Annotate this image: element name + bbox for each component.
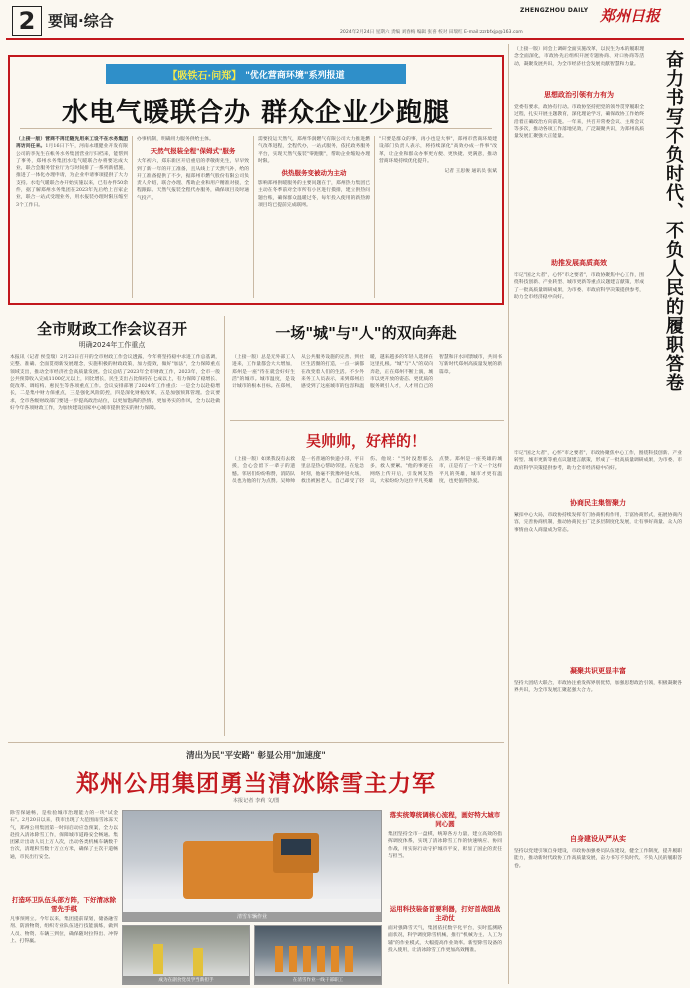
top-col4-text: "只要是群众的事，再小也是大事"，郑州市营商环境建设部门负责人表示，将持续深化"高效办成一件事"改革，让企业和群众办事更方便、更快捷、更满意，推动营商环境持续优化提升。 [379,137,497,164]
bottom-sub3: 落实统筹统调核心流程，画好特大城市同心圆 [389,811,501,828]
city-headline: 一场"城"与"人"的双向奔赴 [275,324,457,342]
right-text5: 坚持以党建引领自身建设，市政协加强委员队伍建设，健全工作制度，提升履职能力，推动新时代政协工作高质量发展，奋力书写不负时代、不负人民的履职答卷。 [514,849,682,869]
bottom-col2-text: 面对强降雪天气，集团依托数字化平台，实时监测路面状况，科学调度除雪机械，推行"机械为主、人工为辅"的作业模式，大幅提高作业效率。新型除雪设备的投入使用，让清冰除雪工作更加高效精准。 [388,926,502,953]
photo-workers [122,925,250,985]
top-col1-text: 1月16日下午，河南永瑾健业开发有限公司的李先生在帐务水务集团营业厅归档来，能帮到了事务，郑州水务集团水电气暖联合办将要达成大业，联合会服务营业厅为与时间排了一系列新措施，推进了一体化办理申请，为企业申请事项提供了大力支持。水电气暖联合办开始实施以来，已有办件50余件，据了解郑州水务集团在2023年先后给上百家企业，联合一站式受理业务，用水报装办理时限压缩至3个工作日。 [16,144,128,208]
bottom-col1-text: 除雪保通畅，是检验城市治理能力的一块"试金石"。2月20日以来，我市出现了大范围雨雪冰冻天气，郑州公用集团第一时间启动应急预案，全力以赴投入清冰除雪工作，保障城市道路安全畅通。集团累计出动人员上万人次，出动各类机械车辆数千台次，清理积雪数十万立方米，确保了主次干道畅通，市民出行安全。 [10,811,118,860]
top-col3-text: 需要投运天然气，郑州华润燃气有限公司大力推进燃气改革进程，全程代办，一站式服务，依托政务服务平台，实现天然气报装"零跑腿"，帮助企业缩短办理时限。 [258,137,370,164]
top-col2 [137,136,249,300]
top-col-rule-3 [374,136,375,298]
crew-figures [275,946,355,972]
right-vertical-title: 奋力书写不负时代、不负人民的履职答卷 [663,50,684,392]
bottom-col2 [388,810,502,986]
top-col4 [379,136,497,300]
right-text3: 紧扣中心大局，市政协持续发挥专门协商机构作用，丰富协商形式，拓展协商内容，完善协商机制，推动协商民主广泛多层制度化发展，让有事好商量、众人的事情由众人商量成为常态。 [514,513,682,533]
top-headline-rule [20,128,492,129]
city-text: （上接一版）总是无外部工人进来，工作量都会大大增加，郑州是一座"待在就会好好生活"的城市。城市温度，是设计城市的根本目标。在郑州，从公共服务设施的完善、到社区生活圈的打造，一点一滴都在改变着人们的生活。不少外来务工人员表示，来到郑州后感受到了这座城市的包容和温暖，越来越多的年轻人选择在这里扎根。"城"与"人"的双向奔赴，正在郑州不断上演，城市以更开放的姿态、更优质的服务吸引人才，人才用自己的智慧和汗水回馈城市，共同书写新时代郑州高质量发展的新篇章。 [232,355,502,390]
bottom-story-rule [8,742,504,743]
top-col3-text2: 影响郑州供暖服务的主要问题在于，郑州热力集团已主动在冬季前对全市所有小区进行摸排，建立供热问题台账，确保群众温暖过冬，每年投入使用的新热源项目均已提前完成联网。 [258,181,370,209]
bottom-kicker: 清出为民"平安路" 彰显公用"加速度" [186,751,326,761]
right-sub5: 自身建设从严从实 [570,835,626,843]
bottom-col3-text: 集团坚持全市一盘棋，统筹各方力量，建立高效的指挥调度体系，实现了清冰除雪工作的快速响应、协同作战，用实际行动守护城市平安，彰显了国企的责任与担当。 [388,832,502,859]
truck-window [281,839,311,855]
top-col3-subhead: 供热服务变被动为主动 [281,169,347,178]
top-col2-text: 大年初六，郑东新区开启重启的孝敬街先生，早早致到了新一年的开工准备，且从线上了天然气补，给的开工准备提供了不少，据郑州市燃气股份有限公司负责人介绍，联合办理、帮助企业和用户精准对接，全程跟踪、天然气报装全程代办服务，确保项目及时通气投产。 [137,159,249,201]
paper-name-en: ZHENGZHOU DAILY [520,7,589,14]
right-col-body-2 [514,450,682,984]
right-col-divider [508,44,509,984]
photo-crew [254,925,382,985]
top-col3 [258,136,370,300]
right-text2b: 牢记"国之大者"，心怀"市之要者"，市政协聚焦中心工作，围绕科技创新、产业转型、城市更新等重点议题建言献策，形成了一批高质量调研成果，为市委、市政府科学决策提供参考，助力全市经济稳中向好。 [514,451,682,471]
worker-figure-2 [193,948,203,976]
right-sub4: 凝聚共识更显丰富 [570,667,626,675]
hero-headline: 吴帅帅，好样的！ [305,432,426,450]
section-label: 要闻·综合 [48,12,114,30]
bottom-col1 [10,810,118,986]
mid-col-divider [224,316,225,736]
banner-tag: 【吸铁石·问郑】 [167,70,242,82]
banner-topic: "优化营商环境"系列报道 [245,70,345,81]
top-col2-subhead: 天然气报装全程"保姆式"服务 [150,147,236,156]
dateline: 2024年2月24日 星期六 责编 刘春梅 编辑 张喜 校对 田瑞红 E-mail:zzrbfxjp@163.com [340,30,523,35]
top-col2-lead: 办事机制，明确用力服务供给主体。 [137,137,214,142]
right-sub2: 助推发展高质高效 [551,259,607,267]
paper-logo: 郑州日报 [600,7,661,25]
photo-crew-caption: 在清雪作业一线干部职工 [255,976,381,984]
banner [106,64,406,84]
worker-figure [153,944,163,974]
right-col-body [514,46,644,446]
finance-headline: 全市财政工作会议召开 [36,320,187,338]
top-headline: 水电气暖联合办 群众企业少跑腿 [61,98,451,128]
bottom-sub2: 运用科技装备首要利器，打好首战阻战主动仗 [389,905,501,922]
header-rule [6,38,684,40]
bottom-sub1: 打造环卫队伍头部方阵，下好清冰除雪先手棋 [12,896,116,913]
right-sub3: 协商民主集智聚力 [570,499,626,507]
bottom-byline: 本报记者 李莉 文/图 [232,798,280,804]
hero-text: （上接一版）如果我没有去救援，会心会留下一辈子的遗憾。邻居们纷纷称赞，消防队员也为他的行为点赞。吴帅帅是一名普通的快递小哥，平日里总是热心帮助邻里。在危急时刻，他毫不犹豫冲进火场，救出被困老人，自己却受了轻伤。他说："当时没想那么多，救人要紧。"他的事迹在网络上传开后，引发网友热议，大家纷纷为这位平凡英雄点赞。郑州是一座英雄的城市，正是有了一个又一个这样平凡的英雄，城市才更有温度，也更值得热爱。 [232,457,502,484]
mid-divider [230,420,504,421]
page-number: 2 [18,7,36,35]
right-text1: 党委有要求，政协有行动。市政协坚持把党的领导贯穿履职全过程，扎实开展主题教育，深化理论学习，确保政协工作始终沿着正确政治方向前进。一年来，共召开常委会议、主席会议等多次，推动各项工作落地见效，广泛凝聚共识，为郑州高质量发展汇聚强大正能量。 [514,105,644,140]
right-text2: 牢记"国之大者"，心怀"市之要者"，市政协聚焦中心工作，围绕科技创新、产业转型、城市更新等重点议题建言献策，形成了一批高质量调研成果，为市委、市政府科学决策提供参考，助力全市经济稳中向好。 [514,273,644,300]
finance-text: 本报讯（记者 侯莹瑞）2月23日召开的全市财政工作会议透露，今年将坚持稳中求进工作总基调，完整、准确、全面贯彻新发展理念，实施积极的财政政策，加力提效，做好"加法"，全力保障重点领域支出，推动全市经济社会高质量发展。会议总结了2023年全市财政工作，2023年，全市一般公共预算收入完成1100亿元以上，同比增长，民生支出占比保持在七成以上，有力保障了稳增长、促改革、调结构、惠民生等各项重点工作。会议安排部署了2024年工作重点：一是全力以赴稳增长，二是集中财力保重点，三是强化风险防控，四是深化财税改革，五是加强预算管理。会议要求，全市各级财政部门要进一步提高政治站位，以更加饱满的热情、更加务实的作风，全力以赴做好今年各项财政工作，为加快建设国家中心城市提供坚实的财力保障。 [10,355,220,412]
top-author: 记者 王思俊 通讯员 张斌 [444,169,497,175]
page-number-box [12,6,42,36]
right-lead: （上接一版）同会上调研全面实施改革，以民生为本的履职理念全面深化，市政协先后组织开展专题协商、对口协商等活动，凝聚发展共识，为全市经济社会发展贡献智慧和力量。 [514,47,644,67]
top-col-rule-2 [253,136,254,298]
photo-workers-caption: 成为在副食党员学当新担手 [123,976,249,984]
right-sub1: 思想政治引领有力有为 [544,91,614,99]
bottom-headline: 郑州公用集团勇当清冰除雪主力军 [76,771,436,797]
finance-subhead: 明确2024年工作重点 [78,341,146,349]
top-col1-lead: （上接一版）营商不再迁随先用来工设不在水务集团再访问任来。 [16,136,128,150]
photo-main [122,810,382,922]
top-col1 [16,136,128,300]
photo-main-caption: 清雪车辆作业 [123,912,381,921]
bottom-col1-text2: 凡事预则立。今年以来，集团提前谋划，储备融雪剂、防滑物资，组织专业队伍进行技能演练，做到人员、物资、车辆三到位，确保随时拉得出、冲得上、打得赢。 [10,917,118,944]
right-text4: 坚持大团结大联合，市政协注重发挥界别优势，加强思想政治引领，积极凝聚各界共识，为全市发展汇聚起强大合力。 [514,681,682,694]
top-col-rule-1 [132,136,133,298]
